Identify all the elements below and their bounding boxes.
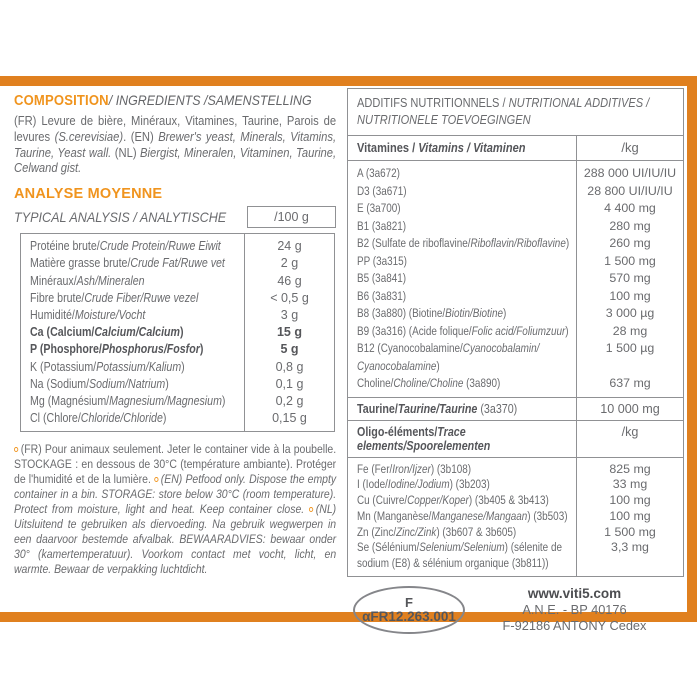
analysis-row: Na (Sodium/Sodium/Natrium) 0,1 g [21, 376, 334, 393]
storage-fr: (FR) Pour animaux seulement. Jeter le container vide à la poubelle. STOCKAGE : en dessous de 30°C (température ambiante). Protéger de l'humidité et de la lumière. [14, 442, 337, 487]
trace-elements-header-row: Oligo-éléments/Trace elements/Spoorelementen /kg [348, 420, 683, 457]
trace-element-value: 100 mg [609, 493, 651, 508]
trace-element-value: 100 mg [609, 508, 651, 523]
trace-element-row: Se (Sélénium/Selenium/Selenium) (sélenite de sodium (E8) & sélénium organique (3b811)) 3,3 mg [348, 540, 683, 572]
additives-table [347, 88, 684, 577]
vitamin-value: 260 mg [609, 236, 651, 250]
storage-nl: (NL) Uitsluitend te gebruiken als diervoeding. Na gebruik wegwerpen in een daarvoor bestemde afvalbak. BEWAARADVIES: bewaar onder 30° (kamertemperatuur). Voorkom contact met vocht, licht, en warmte. Bewaar de verpakking luchtdicht. [14, 502, 337, 577]
vitamins-rows [348, 160, 683, 397]
vitamin-value: 288 000 UI/IU/IU [583, 166, 677, 180]
taurine-row: Taurine/Taurine/Taurine (3a370) 10 000 mg [348, 397, 683, 420]
vitamin-row: B8 (3a880) (Biotine/Biotin/Biotine) 3 000 µg [348, 305, 683, 323]
analysis-row: K (Potassium/Potassium/Kalium) 0,8 g [21, 359, 334, 376]
vitamins-header-fr: Vitamines / [357, 140, 419, 155]
footer-block [347, 586, 684, 634]
analysis-heading: ANALYSE MOYENNE [14, 186, 163, 203]
analysis-value: 15 g [276, 325, 302, 340]
trace-element-value: 1 500 mg [604, 524, 656, 539]
analysis-row: Ca (Calcium/Calcium/Calcium) 15 g [21, 324, 334, 341]
right-column [347, 88, 684, 634]
trace-elements-rows [348, 457, 683, 577]
analysis-value: 3 g [280, 308, 299, 322]
vitamins-unit: /kg [621, 140, 639, 155]
vitamin-row: Choline/Choline/Choline (3a890) 637 mg [348, 375, 683, 393]
taurine-value: 10 000 mg [600, 401, 660, 416]
analysis-subtitle: TYPICAL ANALYSIS / ANALYTISCHE [14, 209, 227, 226]
composition-sep1: . (EN) [123, 128, 159, 144]
trace-element-row: Fe (Fer/Iron/Ijzer) (3b108) 825 mg [348, 462, 683, 478]
analysis-row: Humidité/Moisture/Vocht 3 g [21, 307, 334, 324]
vitamin-row: PP (3a315) 1 500 mg [348, 253, 683, 271]
analysis-value: 24 g [277, 239, 302, 254]
vitamin-row: B1 (3a821) 280 mg [348, 218, 683, 236]
analysis-value: 0,8 g [275, 359, 304, 374]
analysis-table-header [14, 206, 336, 228]
vitamin-value: 570 mg [609, 271, 651, 285]
storage-en: (EN) Petfood only. Dispose the empty container in a bin. STORAGE: store below 30°C (room temperature). Protect from moisture, light and heat. Keep container close. [14, 472, 337, 517]
vitamin-row: A (3a672) 288 000 UI/IU/IU [348, 165, 683, 183]
composition-fr: (FR) Levure de bière, Minéraux, Vitamines, Taurine, Parois de levures [14, 113, 337, 144]
trace-element-row: Cu (Cuivre/Copper/Koper) (3b405 & 3b413) 100 mg [348, 493, 683, 509]
analysis-value: 0,15 g [272, 411, 307, 426]
manufacturer-address [465, 586, 684, 634]
vitamin-value: 100 mg [609, 288, 651, 303]
vitamin-value: 280 mg [609, 218, 651, 233]
vitamin-row: B12 (Cyanocobalamine/Cyanocobalamin/ Cyanocobalamine) 1 500 µg [348, 340, 683, 375]
vitamins-header-translations: Vitamins / Vitaminen [418, 140, 526, 155]
website-text: www.viti5.com [527, 586, 622, 602]
analysis-row: P (Phosphore/Phosphorus/Fosfor) 5 g [21, 341, 334, 358]
analysis-row: Cl (Chlore/Chloride/Chloride) 0,15 g [21, 410, 334, 427]
vitamin-value: 28 800 UI/IU/IU [587, 183, 673, 198]
trace-element-row: Zn (Zinc/Zinc/Zink) (3b607 & 3b605) 1 500 mg [348, 525, 683, 541]
address-line-2: F-92186 ANTONY Cedex [502, 618, 647, 634]
additives-heading [348, 89, 683, 135]
vitamin-row: E (3a700) 4 400 mg [348, 200, 683, 218]
analysis-row: Matière grasse brute/Crude Fat/Ruwe vet 2 g [21, 255, 334, 272]
trace-elements-unit: /kg [621, 424, 639, 439]
composition-sep2: (NL) [111, 144, 141, 160]
analysis-row: Protéine brute/Crude Protein/Ruwe Eiwit 24 g [21, 238, 334, 255]
analysis-value: 0,2 g [275, 394, 304, 409]
vitamins-header-row [348, 135, 683, 160]
approval-oval-stamp [353, 586, 465, 634]
fr-bullet-icon [14, 447, 18, 452]
trace-element-row: Mn (Manganèse/Manganese/Mangaan) (3b503) 100 mg [348, 509, 683, 525]
vitamin-value: 1 500 µg [605, 341, 655, 355]
vitamin-row: B5 (3a841) 570 mg [348, 270, 683, 288]
vitamin-value: 637 mg [609, 376, 651, 390]
composition-en: Brewer's yeast, Minerals, Vitamins, Taurine, Yeast wall. [14, 128, 337, 160]
vitamin-row: B9 (3a316) (Acide folique/Folic acid/Foliumzuur) 28 mg [348, 323, 683, 341]
analysis-value: 2 g [280, 256, 299, 271]
composition-text [14, 113, 336, 176]
analysis-row: Minéraux/Ash/Mineralen 46 g [21, 273, 334, 290]
approval-number: αFR12.263.001 [362, 608, 456, 624]
analysis-value: 5 g [280, 342, 299, 357]
composition-title: COMPOSITION [14, 93, 109, 109]
nl-bullet-icon [309, 507, 313, 512]
trace-element-value: 33 mg [612, 477, 648, 492]
trace-element-row: I (Iode/Iodine/Jodium) (3b203) 33 mg [348, 477, 683, 493]
analysis-value: 0,1 g [275, 376, 304, 391]
right-orange-border [687, 76, 697, 622]
vitamin-value: 3 000 µg [605, 306, 655, 320]
additives-title-fr: ADDITIFS NUTRITIONNELS / [357, 95, 509, 110]
analysis-unit-box: /100 g [247, 206, 336, 228]
vitamin-value: 28 mg [612, 323, 648, 338]
top-orange-border [0, 76, 697, 86]
trace-element-value: 3,3 mg [611, 540, 649, 555]
composition-title-translations: / INGREDIENTS /SAMENSTELLING [108, 93, 312, 108]
analysis-row: Fibre brute/Crude Fiber/Ruwe vezel < 0,5 g [21, 290, 334, 307]
en-bullet-icon [154, 477, 158, 482]
address-line-1: A.N.E. - BP 40176 [522, 602, 627, 618]
composition-species: (S.cerevisiae) [54, 128, 124, 144]
trace-element-value: 825 mg [609, 461, 651, 476]
vitamin-value: 1 500 mg [604, 253, 656, 268]
analysis-row: Mg (Magnésium/Magnesium/Magnesium) 0,2 g [21, 393, 334, 410]
analysis-value: < 0,5 g [270, 290, 309, 305]
vitamin-row: B6 (3a831) 100 mg [348, 288, 683, 306]
vitamin-row: B2 (Sulfate de riboflavine/Riboflavin/Riboflavine) 260 mg [348, 235, 683, 253]
left-column [14, 92, 336, 577]
composition-heading [14, 92, 336, 110]
additives-title-translations: NUTRITIONAL ADDITIVES / NUTRITIONELE TOEVOEGINGEN [357, 95, 650, 127]
analysis-table [20, 233, 335, 432]
composition-nl: Biergist, Mineralen, Vitaminen, Taurine, Celwand gist. [14, 144, 337, 176]
vitamin-row: D3 (3a671) 28 800 UI/IU/IU [348, 183, 683, 201]
vitamin-value: 4 400 mg [604, 201, 656, 215]
analysis-value: 46 g [277, 273, 302, 288]
storage-instructions [14, 442, 336, 577]
approval-country: F [405, 594, 413, 610]
